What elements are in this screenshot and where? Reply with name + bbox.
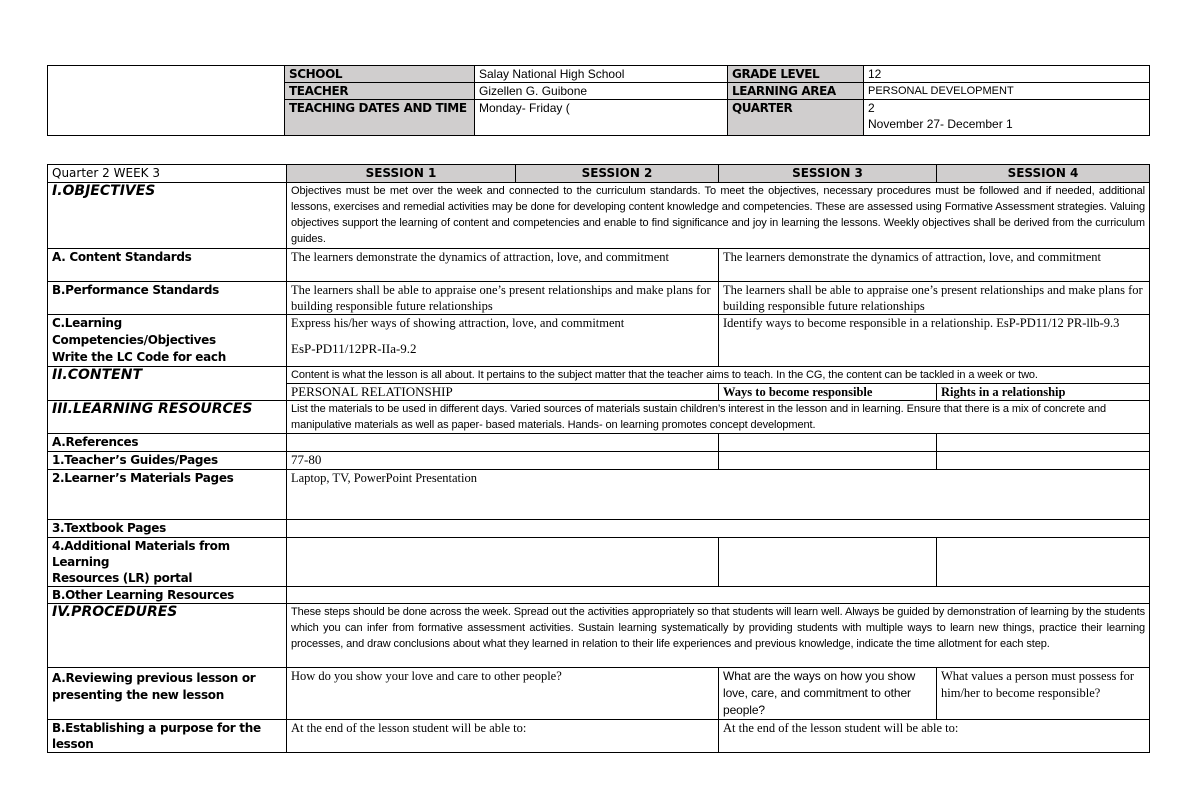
purpose-label: B.Establishing a purpose for the lesson <box>48 720 287 753</box>
other-resources-value <box>287 587 1150 604</box>
additional-materials-s3 <box>719 538 937 587</box>
teacher-value: Gizellen G. Guibone <box>475 83 728 100</box>
reviewing-label-line2: presenting the new lesson <box>52 688 224 702</box>
competencies-s34: Identify ways to become responsible in a relationship. EsP-PD11/12 PR-llb-9.3 <box>719 315 1150 367</box>
reviewing-s3: What are the ways on how you show love, care, and commitment to other people? <box>719 668 937 720</box>
competencies-s12 <box>287 315 719 367</box>
content-label: II.CONTENT <box>48 367 287 401</box>
objectives-text: Objectives must be met over the week and connected to the curriculum standards. To meet the objectives, necessary procedures must be followed and if needed, additional lessons, exercises and remedial activities may be done for developing content knowledge and competencies. These are assessed using Formative Assessment strategies. Valuing objectives support the learning of content and competencies and enable to find significance and joy in learning the lessons. Weekly objectives shall be derived from the curriculum guides. <box>287 183 1150 249</box>
content-text: Content is what the lesson is all about. It pertains to the subject matter that the teacher aims to teach. In the CG, the content can be tackled in a week or two. <box>287 367 1150 384</box>
teachers-guide-s3 <box>719 452 937 470</box>
performance-standards-label: B.Performance Standards <box>48 282 287 315</box>
textbook-label: 3.Textbook Pages <box>48 520 287 538</box>
competencies-label-line1: C.Learning Competencies/Objectives <box>52 316 216 347</box>
competencies-s12-text: Express his/her ways of showing attraction, love, and commitment <box>291 316 625 330</box>
logo-cell <box>48 66 285 136</box>
session-1-header: SESSION 1 <box>287 165 516 183</box>
content-s12: PERSONAL RELATIONSHIP <box>287 384 719 401</box>
procedures-label: IV.PROCEDURES <box>48 604 287 668</box>
week-label: Quarter 2 WEEK 3 <box>48 165 287 183</box>
purpose-s12: At the end of the lesson student will be able to: <box>287 720 719 753</box>
teachers-guide-s12: 77-80 <box>287 452 719 470</box>
additional-materials-line2: Resources (LR) portal <box>52 571 193 585</box>
other-resources-label: B.Other Learning Resources <box>48 587 287 604</box>
teacher-label: TEACHER <box>285 83 475 100</box>
teachers-guide-label: 1.Teacher’s Guides/Pages <box>48 452 287 470</box>
reviewing-label-line1: A.Reviewing previous lesson or <box>52 671 256 685</box>
learning-resources-label: III.LEARNING RESOURCES <box>48 401 287 434</box>
references-s3 <box>719 434 937 452</box>
learning-area-label: LEARNING AREA <box>728 83 864 100</box>
performance-standards-s34: The learners shall be able to appraise one’s present relationships and make plans for building responsible future relationships <box>719 282 1150 315</box>
content-s3: Ways to become responsible <box>719 384 937 401</box>
learners-materials-text: Laptop, TV, PowerPoint Presentation <box>287 470 1150 520</box>
content-standards-label: A. Content Standards <box>48 249 287 282</box>
competencies-label-line2: Write the LC Code for each <box>52 350 226 364</box>
additional-materials-label <box>48 538 287 587</box>
school-value: Salay National High School <box>475 66 728 83</box>
content-s4: Rights in a relationship <box>937 384 1150 401</box>
learning-resources-text: List the materials to be used in different days. Varied sources of materials sustain children’s interest in the lesson and in learning. Ensure that there is a mix of concrete and manipulative materials as well as paper- based materials. Hands- on learning promotes concept development. <box>287 401 1150 434</box>
content-standards-s12: The learners demonstrate the dynamics of attraction, love, and commitment <box>287 249 719 282</box>
grade-level-value: 12 <box>864 66 1150 83</box>
references-s12 <box>287 434 719 452</box>
reviewing-s4: What values a person must possess for him/her to become responsible? <box>937 668 1150 720</box>
teachers-guide-s4 <box>937 452 1150 470</box>
additional-materials-line1: 4.Additional Materials from Learning <box>52 539 230 569</box>
reviewing-label <box>48 668 287 720</box>
reviewing-s12: How do you show your love and care to other people? <box>287 668 719 720</box>
textbook-value <box>287 520 1150 538</box>
additional-materials-s4 <box>937 538 1150 587</box>
objectives-label: I.OBJECTIVES <box>48 183 287 249</box>
learners-materials-label: 2.Learner’s Materials Pages <box>48 470 287 520</box>
competencies-s12-code: EsP-PD11/12PR-IIa-9.2 <box>291 341 417 356</box>
teaching-dates-label: TEACHING DATES AND TIME <box>285 100 475 136</box>
session-2-header: SESSION 2 <box>516 165 719 183</box>
school-label: SCHOOL <box>285 66 475 83</box>
school-info-table <box>47 65 1150 136</box>
procedures-text: These steps should be done across the week. Spread out the activities appropriately so that students will learn well. Always be guided by demonstration of learning by the students which you can infer from formative assessment activities. Sustain learning systematically by providing students with multiple ways to learn new things, practice their learning processes, and draw conclusions about what they learned in relation to their life experiences and previous knowledge, indicate the time allotment for each step. <box>287 604 1150 668</box>
competencies-label <box>48 315 287 367</box>
session-4-header: SESSION 4 <box>937 165 1150 183</box>
purpose-s34: At the end of the lesson student will be able to: <box>719 720 1150 753</box>
lesson-plan-table <box>47 164 1150 753</box>
performance-standards-s12: The learners shall be able to appraise one’s present relationships and make plans for building responsible future relationships <box>287 282 719 315</box>
learning-area-value: PERSONAL DEVELOPMENT <box>864 83 1150 100</box>
session-3-header: SESSION 3 <box>719 165 937 183</box>
content-standards-s34: The learners demonstrate the dynamics of attraction, love, and commitment <box>719 249 1150 282</box>
quarter-label: QUARTER <box>728 100 864 136</box>
references-s4 <box>937 434 1150 452</box>
additional-materials-s12 <box>287 538 719 587</box>
teaching-dates-value: Monday- Friday ( <box>475 100 728 136</box>
quarter-value <box>864 100 1150 136</box>
grade-level-label: GRADE LEVEL <box>728 66 864 83</box>
quarter-number: 2 <box>868 101 875 115</box>
references-label: A.References <box>48 434 287 452</box>
quarter-dates: November 27- December 1 <box>868 117 1013 131</box>
